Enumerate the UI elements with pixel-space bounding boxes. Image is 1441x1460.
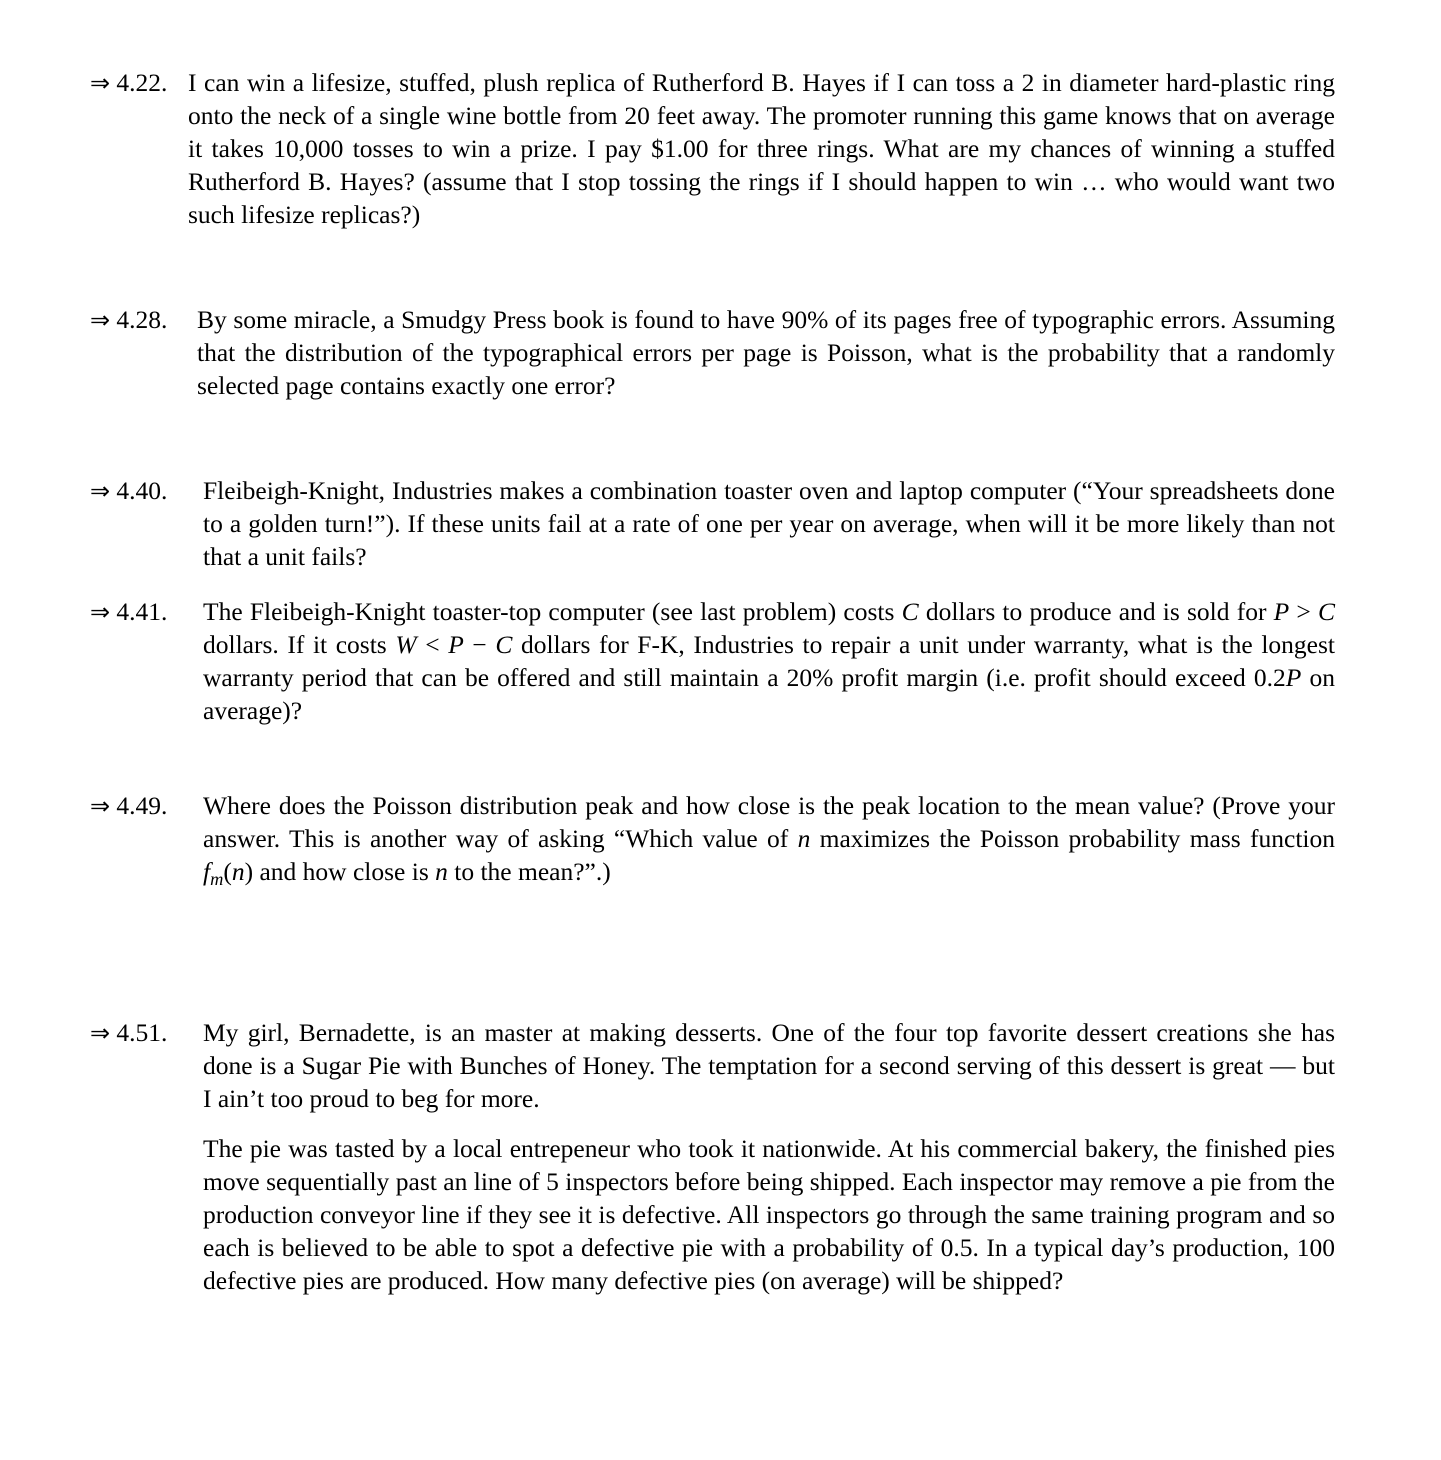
spacer <box>0 573 1441 595</box>
problem-marker <box>90 474 203 509</box>
problem-4-41 <box>90 595 1335 727</box>
arrow-icon: ⇒ <box>90 1021 111 1048</box>
problem-4-28 <box>90 303 1335 402</box>
problem-paragraph: I can win a lifesize, stuffed, plush replica of Rutherford B. Hayes if I can toss a 2 in diameter hard-plastic ring onto the neck of a single wine bottle from 20 feet away. The promoter running this game knows that on average it takes 10,000 tosses to win a prize. I pay $1.00 for three rings. What are my chances of winning a stuffed Rutherford B. Hayes? (assume that I stop tossing the rings if I should happen to win … who would want two such lifesize replicas?) <box>188 68 1335 229</box>
arrow-icon: ⇒ <box>90 308 111 334</box>
problem-paragraph: By some miracle, a Smudgy Press book is found to have 90% of its pages free of typographic errors. Assuming that the distribution of the typographical errors per page is Poisson, what is the probability that a randomly selected page contains exactly one error? <box>197 305 1335 400</box>
problem-marker <box>90 66 188 101</box>
problem-body <box>203 789 1335 896</box>
problem-paragraph: Where does the Poisson distribution peak and how close is the peak location to the mean value? (Prove your answer. This is another way of asking “Which value of n maximizes the Poisson probability mass function $f_m(n)$ and how close is n to the mean?”.) <box>203 791 1335 890</box>
problem-number: 4.40. <box>116 476 168 505</box>
problem-number: 4.49. <box>116 791 168 820</box>
spacer <box>0 896 1441 1016</box>
spacer <box>0 727 1441 789</box>
arrow-icon: ⇒ <box>90 479 111 505</box>
problem-body <box>203 474 1335 573</box>
problem-4-49 <box>90 789 1335 896</box>
page-top-spacer <box>0 0 1441 66</box>
arrow-icon: ⇒ <box>90 71 111 97</box>
problem-body <box>203 1016 1335 1297</box>
problem-body <box>203 595 1335 727</box>
arrow-icon: ⇒ <box>90 600 111 626</box>
spacer <box>0 231 1441 303</box>
problem-marker <box>90 303 197 338</box>
problem-paragraph: The Fleibeigh-Knight toaster-top computer (see last problem) costs C dollars to produce and is sold for P > C dollars. If it costs W < P − C dollars for F-K, Industries to repair a unit under warranty, what is the longest warranty period that can be offered and still maintain a 20% profit margin (i.e. profit should exceed 0.2P on average)? <box>203 597 1336 725</box>
problem-4-51 <box>90 1016 1335 1297</box>
problem-paragraph: My girl, Bernadette, is an master at making desserts. One of the four top favorite dessert creations she has done is a Sugar Pie with Bunches of Honey. The temptation for a second serving of this dessert is great — but I ain’t too proud to beg for more. <box>203 1018 1335 1114</box>
problem-body <box>197 303 1335 402</box>
spacer <box>0 402 1441 474</box>
problem-4-22 <box>90 66 1335 231</box>
arrow-icon: ⇒ <box>90 794 111 820</box>
problem-body <box>188 66 1335 231</box>
problem-marker <box>90 1016 203 1051</box>
problem-marker <box>90 595 203 630</box>
problem-paragraph: The pie was tasted by a local entrepeneur who took it nationwide. At his commercial bakery, the finished pies move sequentially past an line of 5 inspectors before being shipped. Each inspector may remove a pie from the production conveyor line if they see it is defective. All inspectors go through the same training program and so each is believed to be able to spot a defective pie with a probability of 0.5. In a typical day’s production, 100 defective pies are produced. How many defective pies (on average) will be shipped? <box>203 1134 1335 1296</box>
problem-number: 4.22. <box>116 68 168 97</box>
problem-number: 4.41. <box>116 597 168 626</box>
problem-marker <box>90 789 203 824</box>
problem-paragraph: Fleibeigh-Knight, Industries makes a combination toaster oven and laptop computer (“Your spreadsheets done to a golden turn!”). If these units fail at a rate of one per year on average, when will it be more likely than not that a unit fails? <box>203 476 1335 571</box>
problem-4-40 <box>90 474 1335 573</box>
problem-number: 4.51. <box>116 1018 168 1048</box>
problem-number: 4.28. <box>116 305 168 334</box>
